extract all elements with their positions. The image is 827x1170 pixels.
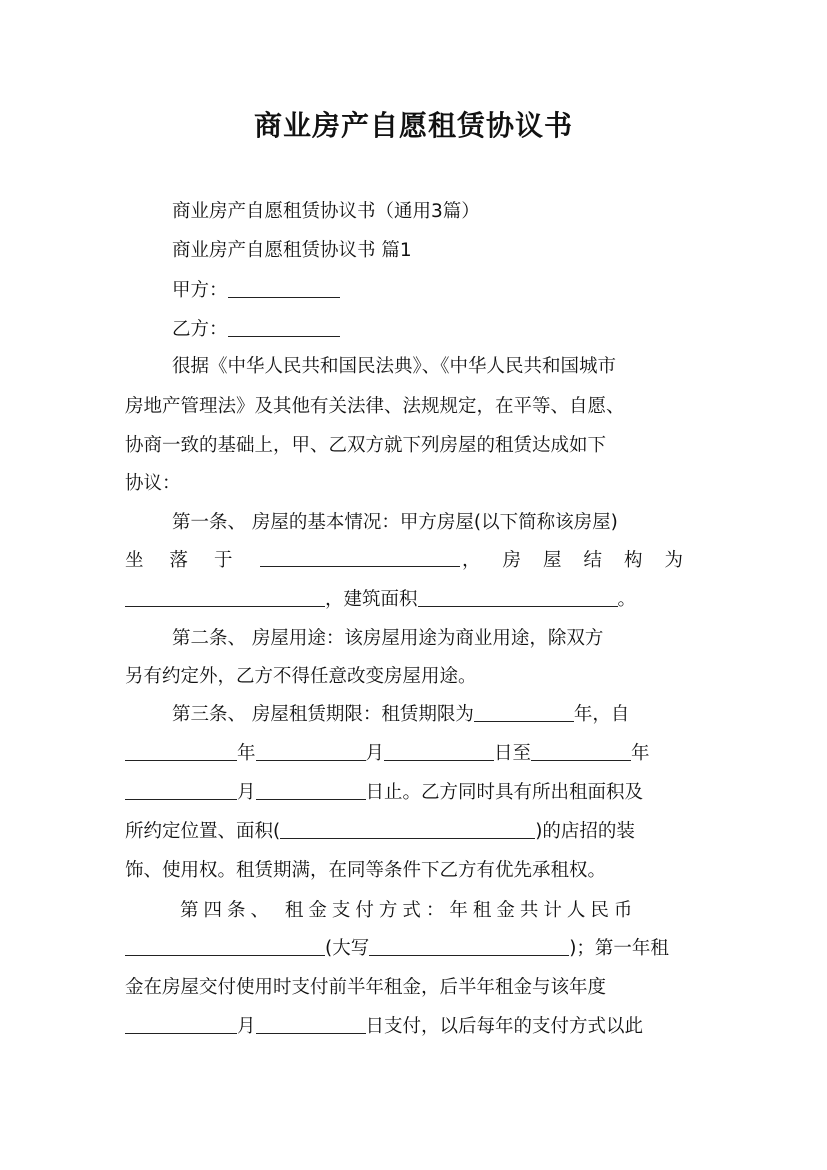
text: 月 (365, 743, 385, 764)
text: )的店招的装 (535, 821, 635, 842)
party-b-label: 乙方： (172, 319, 228, 340)
text: 第二条、 房屋用途：该房屋用途为商业用途，除双方 (172, 628, 604, 649)
text: ，房屋结构为 (461, 550, 705, 571)
text: 所约定位置、面积( (125, 821, 281, 842)
text: 坐落于 (125, 550, 259, 571)
term-years-blank[interactable] (474, 704, 574, 722)
end-day-blank[interactable] (256, 782, 366, 800)
party-b-blank[interactable] (228, 319, 340, 337)
article-3-line (125, 781, 705, 805)
text: 年 (237, 743, 256, 764)
structure-blank[interactable] (125, 589, 325, 607)
rent-amount-blank[interactable] (125, 938, 325, 956)
text: 商业房产自愿租赁协议书（通用3篇） (172, 201, 480, 222)
end-year-blank[interactable] (531, 743, 631, 761)
text: 很据《中华人民共和国民法典》、《中华人民共和国城市 (172, 356, 617, 377)
party-b-line (172, 318, 705, 342)
start-year-blank[interactable] (125, 743, 237, 761)
text: 日支付，以后每年的支付方式以此 (365, 1016, 644, 1037)
text: (大写 (325, 938, 370, 959)
article-4-line (180, 899, 705, 923)
area-blank[interactable] (418, 589, 618, 607)
end-month-blank[interactable] (125, 782, 237, 800)
paragraph-line (125, 472, 705, 496)
location-blank[interactable] (260, 549, 460, 567)
text: 金在房屋交付使用时支付前半年租金，后半年租金与该年度 (125, 977, 607, 998)
article-3-line (125, 820, 705, 844)
article-2-line (172, 627, 705, 651)
text: 房地产管理法》及其他有关法律、法规规定，在平等、自愿、 (125, 396, 625, 417)
text: 日止。乙方同时具有所出租面积及 (365, 782, 644, 803)
article-2-line (125, 665, 705, 689)
text: 商业房产自愿租赁协议书 篇1 (172, 240, 412, 261)
text: 第一条、 房屋的基本情况：甲方房屋(以下简称该房屋) (172, 512, 618, 533)
paragraph-line (125, 395, 705, 419)
text: 协商一致的基础上，甲、乙双方就下列房屋的租赁达成如下 (125, 435, 607, 456)
text: 另有约定外，乙方不得任意改变房屋用途。 (125, 666, 477, 687)
party-a-line (172, 279, 705, 303)
payment-month-blank[interactable] (125, 1016, 237, 1034)
text: )；第一年租 (569, 938, 669, 959)
text: 年，自 (573, 704, 630, 725)
article-4-line (125, 1015, 705, 1039)
article-1-location-line (125, 549, 705, 573)
text: 第四条、 租金支付方式：年租金共计人民币 (180, 900, 638, 921)
text: 饰、使用权。租赁期满，在同等条件下乙方有优先承租权。 (125, 860, 607, 881)
text: ，建筑面积 (325, 589, 418, 610)
payment-day-blank[interactable] (256, 1016, 366, 1034)
text: 日至 (494, 743, 532, 764)
text: 。 (617, 589, 637, 610)
rent-words-blank[interactable] (369, 938, 569, 956)
start-month-blank[interactable] (256, 743, 366, 761)
text: 月 (237, 1016, 256, 1037)
subtitle (172, 200, 705, 224)
text: 第三条、 房屋租赁期限：租赁期限为 (172, 704, 474, 725)
text: 协议： (125, 473, 181, 494)
article-3-dates-line (125, 742, 705, 766)
document-title: 商业房产自愿租赁协议书 (253, 109, 573, 142)
article-1-area-line (125, 588, 705, 612)
party-a-blank[interactable] (228, 280, 340, 298)
party-a-label: 甲方： (172, 280, 228, 301)
article-4-amount-line (125, 937, 705, 961)
start-day-blank[interactable] (384, 743, 494, 761)
article-4-line (125, 976, 705, 1000)
signboard-blank[interactable] (280, 821, 535, 839)
text: 月 (237, 782, 256, 803)
section-heading (172, 239, 705, 263)
paragraph-line (172, 355, 705, 379)
paragraph-line (125, 434, 705, 458)
text: 年 (631, 743, 650, 764)
article-1-line (172, 511, 705, 535)
article-3-line (125, 859, 705, 883)
article-3-line (172, 703, 705, 727)
